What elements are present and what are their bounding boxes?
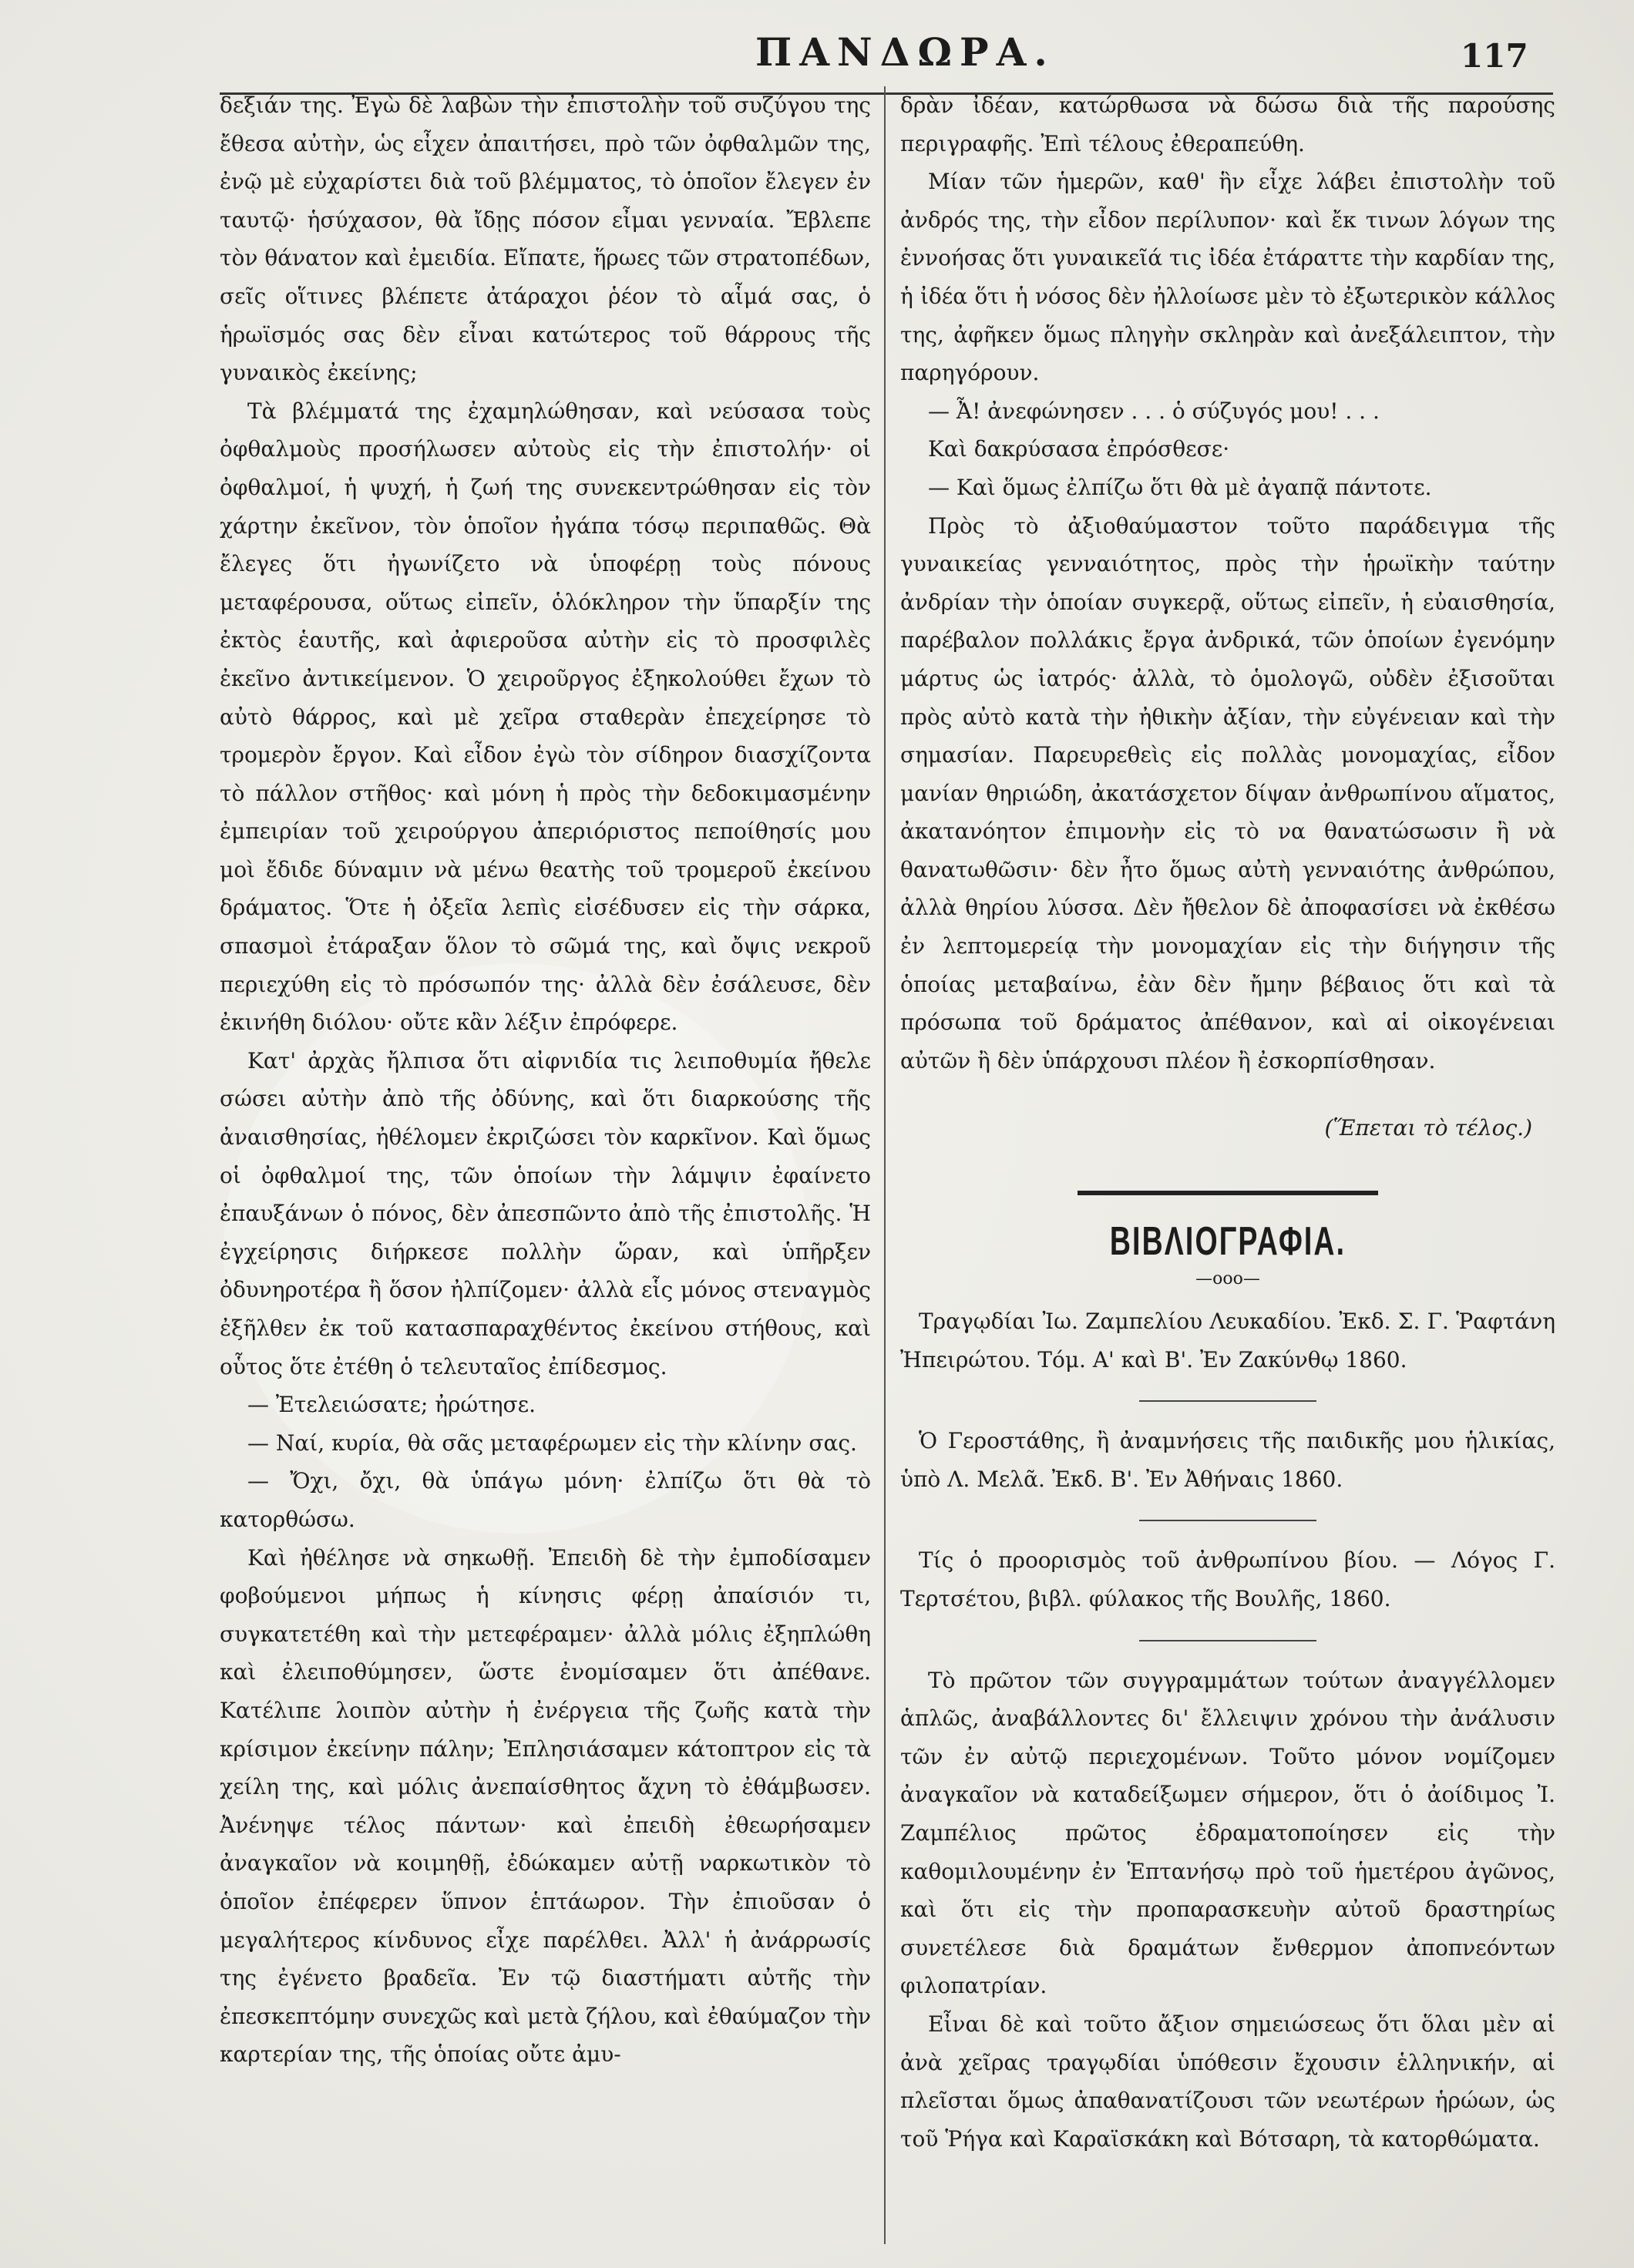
right-paragraph-4: Πρὸς τὸ ἀξιοθαύμαστον τοῦτο παράδειγμα τῆς γυναικείας γενναιότητος, πρὸς τὴν ἡρωϊκὴν ταύτην ἀνδρίαν τὴν ὁποίαν συγκερᾷ, οὕτως εἰπεῖν, ἡ εὐαισθησία, παρέβαλον πολλάκις ἔργα ἀνδρικά, τῶν ὁποίων ἐγενόμην μάρτυς ὡς ἰατρός· ἀλλὰ, τὸ ὁμολογῶ, οὐδὲν ἐξισοῦται πρὸς αὐτὸ κατὰ τὴν ἠθικὴν ἀξίαν, τὴν εὐγένειαν καὶ τὴν σημασίαν. Παρευρεθεὶς εἰς πολλὰς μονομαχίας, εἶδον μανίαν θηριώδη, ἀκατάσχετον δίψαν ἀνθρωπίνου αἵματος, ἀκατανόητον ἐπιμονὴν εἰς τὸ να θανατώσωσιν ἢ νὰ θανατωθῶσιν· δὲν ἦτο ὅμως αὐτὴ γενναιότης ἀνθρώπου, ἀλλὰ θηρίου λύσσα. Δὲν ἤθελον δὲ ἀποφασίσει νὰ ἐκθέσω ἐν λεπτομερείᾳ τὴν μονομαχίαν εἰς τὴν διήγησιν τῆς ὁποίας μεταβαίνω, ἐὰν δὲν ἤμην βέβαιος ὅτι καὶ τὰ πρόσωπα τοῦ δράματος ἀπέθανον, καὶ αἱ οἰκογένειαι αὐτῶν ἢ δὲν ὑπάρχουσι πλέον ἢ ἐσκορπίσθησαν. bbox=[900, 512, 1555, 1074]
review-paragraph-1: Τὸ πρῶτον τῶν συγγραμμάτων τούτων ἀναγγέλλομεν ἁπλῶς, ἀναβάλλοντες δι' ἔλλειψιν χρόνου τὴν ἀνάλυσιν τῶν ἐν αὐτῷ περιεχομένων. Τοῦτο μόνον νομίζομεν ἀναγκαῖον νὰ καταδείξωμεν σήμερον, ὅτι ὁ ἀοίδιμος Ἰ. Ζαμπέλιος πρῶτος ἐδραματοποίησεν εἰς τὴν καθομιλουμένην ἐν Ἑπτανήσῳ πρὸ τοῦ ἡμετέρου ἀγῶνος, καὶ ὅτι εἰς τὴν προπαρασκευὴν αὐτοῦ δραστηρίως συνετέλεσε διὰ δραμάτων ἔνθερμον ἀποπνεόντων φιλοπατρίαν. bbox=[900, 1667, 1555, 1999]
left-dialogue-3: — Ὄχι, ὄχι, θὰ ὑπάγω μόνη· ἐλπίζω ὅτι θὰ τὸ κατορθώσω. bbox=[220, 1468, 871, 1532]
continued-note: (Ἕπεται τὸ τέλος.) bbox=[1324, 1115, 1532, 1141]
left-column bbox=[220, 86, 871, 2252]
page-number: 117 bbox=[1461, 37, 1528, 75]
entry-divider-3 bbox=[1139, 1640, 1316, 1641]
section-heading: ΒΙΒΛΙΟΓΡΑΦΙΑ. bbox=[1109, 1219, 1347, 1265]
page-header bbox=[0, 23, 1634, 77]
entry-divider-2 bbox=[1139, 1520, 1316, 1521]
bibliography-entry-2: Ὁ Γεροστάθης, ἢ ἀναμνήσεις τῆς παιδικῆς μου ἡλικίας, ὑπὸ Λ. Μελᾶ. Ἐκδ. Β'. Ἐν Ἀθήναις 1860. bbox=[900, 1428, 1555, 1492]
left-paragraph-1: δεξιάν της. Ἐγὼ δὲ λαβὼν τὴν ἐπιστολὴν τοῦ συζύγου της ἔθεσα αὐτὴν, ὡς εἶχεν ἀπαιτήσει, πρὸ τῶν ὀφθαλμῶν της, ἐνῷ μὲ εὐχαρίστει διὰ τοῦ βλέμματος, τὸ ὁποῖον ἔλεγεν ἐν ταυτῷ· ἡσύχασον, θὰ ἴδῃς πόσον εἶμαι γενναία. Ἔβλεπε τὸν θάνατον καὶ ἐμειδία. Εἴπατε, ἥρωες τῶν στρατοπέδων, σεῖς οἵτινες βλέπετε ἀτάραχοι ῥέον τὸ αἷμά σας, ὁ ἡρωϊσμός σας δὲν εἶναι κατώτερος τοῦ θάρρους τῆς γυναικὸς ἐκείνης; bbox=[220, 92, 871, 386]
right-paragraph-2: Μίαν τῶν ἡμερῶν, καθ' ἣν εἶχε λάβει ἐπιστολὴν τοῦ ἀνδρός της, τὴν εἶδον περίλυπον· καὶ ἔκ τινων λόγων της ἐννοήσας ὅτι γυναικεῖά τις ἰδέα ἐτάραττε τὴν καρδίαν της, ἡ ἰδέα ὅτι ἡ νόσος δὲν ἠλλοίωσε μὲν τὸ ἐξωτερικὸν κάλλος της, ἀφῆκεν ὅμως πληγὴν σκληρὰν καὶ ἀνεξάλειπτον, τὴν παρηγόρουν. bbox=[900, 169, 1555, 386]
right-dialogue-1: — Ἆ! ἀνεφώνησεν . . . ὁ σύζυγός μου! . . . bbox=[928, 398, 1380, 424]
left-paragraph-4: Καὶ ἠθέλησε νὰ σηκωθῇ. Ἐπειδὴ δὲ τὴν ἐμποδίσαμεν φοβούμενοι μήπως ἡ κίνησις φέρῃ ἀπαίσιόν τι, συγκατετέθη καὶ τὴν μετεφέραμεν· ἀλλὰ μόλις ἐξηπλώθη καὶ ἐλειποθύμησεν, ὥστε ἐνομίσαμεν ὅτι ἀπέθανε. Κατέλιπε λοιπὸν αὐτὴν ἡ ἐνέργεια τῆς ζωῆς κατὰ τὴν κρίσιμον ἐκείνην πάλην; Ἐπλησιάσαμεν κάτοπτρον εἰς τὰ χείλη της, καὶ μόλις ἀνεπαίσθητος ἄχνη τὸ ἐθάμβωσεν. Ἀνένηψε τέλος πάντων· καὶ ἐπειδὴ ἐθεωρήσαμεν ἀναγκαῖον νὰ κοιμηθῇ, ἐδώκαμεν αὐτῇ ναρκωτικὸν τὸ ὁποῖον ἐπέφερεν ὕπνον ἑπτάωρον. Τὴν ἐπιοῦσαν ὁ μεγαλήτερος κίνδυνος εἶχε παρέλθει. Ἀλλ' ἡ ἀνάρρωσίς της ἐγένετο βραδεῖα. Ἐν τῷ διαστήματι αὐτῆς τὴν ἐπεσκεπτόμην συνεχῶς καὶ μετὰ ζήλου, καὶ ἐθαύμαζον τὴν καρτερίαν της, τῆς ὁποίας οὔτε ἀμυ- bbox=[220, 1544, 871, 2068]
running-title: ΠΑΝΔΩΡΑ. bbox=[755, 29, 1055, 75]
right-column bbox=[900, 86, 1555, 2252]
column-divider bbox=[884, 86, 886, 2244]
section-rule bbox=[1078, 1191, 1378, 1195]
left-dialogue-1: — Ἐτελειώσατε; ἠρώτησε. bbox=[247, 1392, 536, 1418]
left-paragraph-3: Κατ' ἀρχὰς ἤλπισα ὅτι αἰφνιδία τις λειποθυμία ἤθελε σώσει αὐτὴν ἀπὸ τῆς ὀδύνης, καὶ ὅτι διαρκούσης τῆς ἀναισθησίας, ἠθέλομεν ἐκριζώσει τὸν καρκῖνον. Καὶ ὅμως οἱ ὀφθαλμοί της, τῶν ὁποίων τὴν λάμψιν ἐφαίνετο ἐπαυξάνων ὁ πόνος, δὲν ἀπεσπῶντο ἀπὸ τῆς ἐπιστολῆς. Ἡ ἐγχείρησις διήρκεσε πολλὴν ὥραν, καὶ ὑπῆρξεν ὀδυνηροτέρα ἢ ὅσον ἠλπίζομεν· ἀλλὰ εἷς μόνος στεναγμὸς ἐξῆλθεν ἐκ τοῦ κατασπαραχθέντος ἐκείνου στήθους, καὶ οὗτος ὅτε ἐτέθη ὁ τελευταῖος ἐπίδεσμος. bbox=[220, 1047, 871, 1379]
section-ornament: —ooo— bbox=[1195, 1269, 1260, 1289]
review-paragraph-2: Εἶναι δὲ καὶ τοῦτο ἄξιον σημειώσεως ὅτι ὅλαι μὲν αἱ ἀνὰ χεῖρας τραγῳδίαι ὑπόθεσιν ἔχουσιν ἑλληνικήν, αἱ πλεῖσται ὅμως ἀπαθανατίζουσι τῶν νεωτέρων ἡρώων, ὡς τοῦ Ῥήγα καὶ Καραϊσκάκη καὶ Βότσαρη, τὰ κατορθώματα. bbox=[900, 2011, 1555, 2152]
bibliography-entry-3: Τίς ὁ προορισμὸς τοῦ ἀνθρωπίνου βίου. — Λόγος Γ. Τερτσέτου, βιβλ. φύλακος τῆς Βουλῆς, 1860. bbox=[900, 1547, 1555, 1611]
right-paragraph-1: δρὰν ἰδέαν, κατώρθωσα νὰ δώσω διὰ τῆς παρούσης περιγραφῆς. Ἐπὶ τέλους ἐθεραπεύθη. bbox=[900, 92, 1555, 156]
left-dialogue-2: — Ναί, κυρία, θὰ σᾶς μεταφέρωμεν εἰς τὴν κλίνην σας. bbox=[247, 1430, 857, 1456]
bibliography-entry-1: Τραγῳδίαι Ἰω. Ζαμπελίου Λευκαδίου. Ἐκδ. Σ. Γ. Ῥαφτάνη Ἠπειρώτου. Τόμ. Α' καὶ Β'. Ἐν Ζακύνθῳ 1860. bbox=[900, 1309, 1555, 1373]
entry-divider-1 bbox=[1139, 1400, 1316, 1402]
left-paragraph-2: Τὰ βλέμματά της ἐχαμηλώθησαν, καὶ νεύσασα τοὺς ὀφθαλμοὺς προσήλωσεν αὐτοὺς εἰς τὴν ἐπιστολήν· οἱ ὀφθαλμοί, ἡ ψυχή, ἡ ζωή της συνεκεντρώθησαν εἰς τὸν χάρτην ἐκεῖνον, τὸν ὁποῖον ἠγάπα τόσῳ περιπαθῶς. Θὰ ἔλεγες ὅτι ἠγωνίζετο νὰ ὑποφέρῃ τοὺς πόνους μεταφέρουσα, οὕτως εἰπεῖν, ὁλόκληρον τὴν ὕπαρξίν της ἐκτὸς ἑαυτῆς, καὶ ἀφιεροῦσα αὐτὴν εἰς τὸ προσφιλὲς ἐκεῖνο ἀντικείμενον. Ὁ χειροῦργος ἐξηκολούθει ἔχων τὸ αὐτὸ θάρρος, καὶ μὲ χεῖρα σταθερὰν ἐπεχείρησε τὸ τρομερὸν ἔργον. Καὶ εἶδον ἐγὼ τὸν σίδηρον διασχίζοντα τὸ πάλλον στῆθος· καὶ μόνη ἡ πρὸς τὴν δεδοκιμασμένην ἐμπειρίαν τοῦ χειρούργου ἀπεριόριστος πεποίθησίς μου μοὶ ἔδιδε δύναμιν νὰ μένω θεατὴς τοῦ τρομεροῦ ἐκείνου δράματος. Ὅτε ἡ ὀξεῖα λεπὶς εἰσέδυσεν εἰς τὴν σάρκα, σπασμοὶ ἐτάραξαν ὅλον τὸ σῶμά της, καὶ ὄψις νεκροῦ περιεχύθη εἰς τὸ πρόσωπόν της· ἀλλὰ δὲν ἐσάλευσε, δὲν ἐκινήθη διόλου· οὔτε κἂν λέξιν ἐπρόφερε. bbox=[220, 398, 871, 1036]
right-paragraph-3: Καὶ δακρύσασα ἐπρόσθεσε· bbox=[928, 436, 1230, 462]
right-dialogue-2: — Καὶ ὅμως ἐλπίζω ὅτι θὰ μὲ ἀγαπᾷ πάντοτε. bbox=[928, 474, 1432, 500]
